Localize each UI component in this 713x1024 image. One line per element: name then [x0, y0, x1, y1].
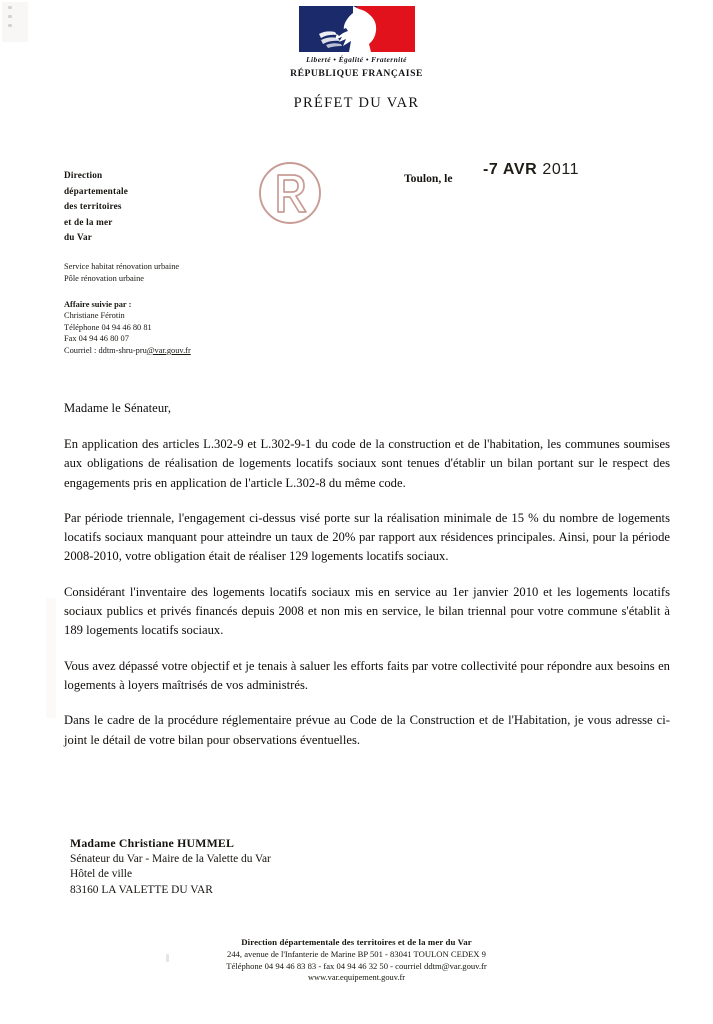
marianne-logo-icon: [299, 6, 415, 52]
republic-name: RÉPUBLIQUE FRANÇAISE: [290, 68, 423, 79]
affaire-label: Affaire suivie par :: [64, 300, 132, 309]
recipient-role: Sénateur du Var - Maire de la Valette du Var: [70, 852, 271, 865]
contact-name: Christiane Férotin: [64, 311, 125, 321]
letter-paragraph: Par période triennale, l'engagement ci-dessus visé porte sur la réalisation minimale de 15 % du nombre de logements locatifs sociaux manquant pour atteindre un taux de 20% par rapport aux résidences principales. Ainsi, pour la période 2008-2010, votre obligation était de réaliser 129 logements locatifs sociaux.: [64, 510, 670, 564]
contact-fax: Fax 04 94 46 80 07: [64, 334, 129, 344]
letter-paragraph: Dans le cadre de la procédure réglementaire prévue au Code de la Construction et de l'Habitation, je vous adresse ci-joint le détail de votre bilan pour observations éventuelles.: [64, 713, 670, 747]
sender-direction-block: [64, 168, 128, 246]
sender-contact-block: [64, 299, 191, 356]
email-link[interactable]: @var.gouv.fr: [146, 345, 191, 355]
letter-body: [64, 400, 670, 766]
direction-line: des territoires: [64, 201, 122, 212]
dateline: [404, 172, 453, 185]
direction-line: Direction: [64, 170, 103, 180]
recipient-address-block: [70, 836, 271, 898]
direction-line: du Var: [64, 232, 93, 243]
republic-motto: Liberté • Égalité • Fraternité: [306, 55, 407, 64]
email-label: Courriel :: [64, 345, 99, 355]
direction-line: et de la mer: [64, 216, 113, 227]
registered-r-stamp-icon: [256, 160, 324, 228]
email-local: ddtm-shru-pru: [98, 345, 147, 355]
masthead: [0, 6, 713, 112]
contact-email-row: [64, 345, 191, 356]
sender-service-block: [64, 261, 179, 284]
letter-paragraph: Vous avez dépassé votre objectif et je tenais à saluer les efforts faits par votre collectivité pour répondre aux besoins en logements à loyers maîtrisés de vos administrés.: [64, 658, 670, 692]
stamp-month: AVR: [502, 161, 538, 178]
letter-paragraph: En application des articles L.302-9 et L.302-9-1 du code de la construction et de l'habitation, les communes soumises aux obligations de réalisation de logements locatifs sociaux sont tenues d'établir un bilan portant sur le respect des engagements pris en application de l'article L.302-8 du même code.: [64, 437, 670, 490]
service-line: Pôle rénovation urbaine: [64, 273, 145, 283]
recipient-city: 83160 LA VALETTE DU VAR: [70, 883, 213, 896]
service-line: Service habitat rénovation urbaine: [64, 262, 180, 271]
contact-phone: Téléphone 04 94 46 80 81: [64, 322, 152, 332]
recipient-address: Hôtel de ville: [70, 868, 132, 880]
direction-line: départementale: [64, 185, 129, 196]
footer-website: www.var.equipement.gouv.fr: [307, 973, 406, 982]
stamp-day: -7: [483, 161, 499, 178]
date-stamp: [483, 161, 579, 179]
page-title: PRÉFET DU VAR: [293, 95, 420, 111]
page-footer: [0, 936, 713, 984]
dateline-city: Toulon, le: [404, 172, 453, 185]
salutation: Madame le Sénateur,: [64, 401, 172, 415]
footer-title: Direction départementale des territoires et de la mer du Var: [241, 937, 472, 947]
footer-contact: Téléphone 04 94 46 83 83 - fax 04 94 46 32 50 - courriel ddtm@var.gouv.fr: [226, 961, 487, 971]
recipient-name: Madame Christiane HUMMEL: [70, 836, 235, 850]
stamp-year: 2011: [542, 161, 580, 178]
footer-address: 244, avenue de l'Infanterie de Marine BP 501 - 83041 TOULON CEDEX 9: [227, 949, 486, 959]
scan-artifact: [46, 598, 56, 718]
letter-paragraph: Considérant l'inventaire des logements locatifs sociaux mis en service au 1er janvier 2010 et les logements locatifs sociaux publics et privés financés depuis 2008 et non mis en service, le bilan triennal pour votre commune s'établit à 189 logements locatifs sociaux.: [64, 584, 670, 638]
